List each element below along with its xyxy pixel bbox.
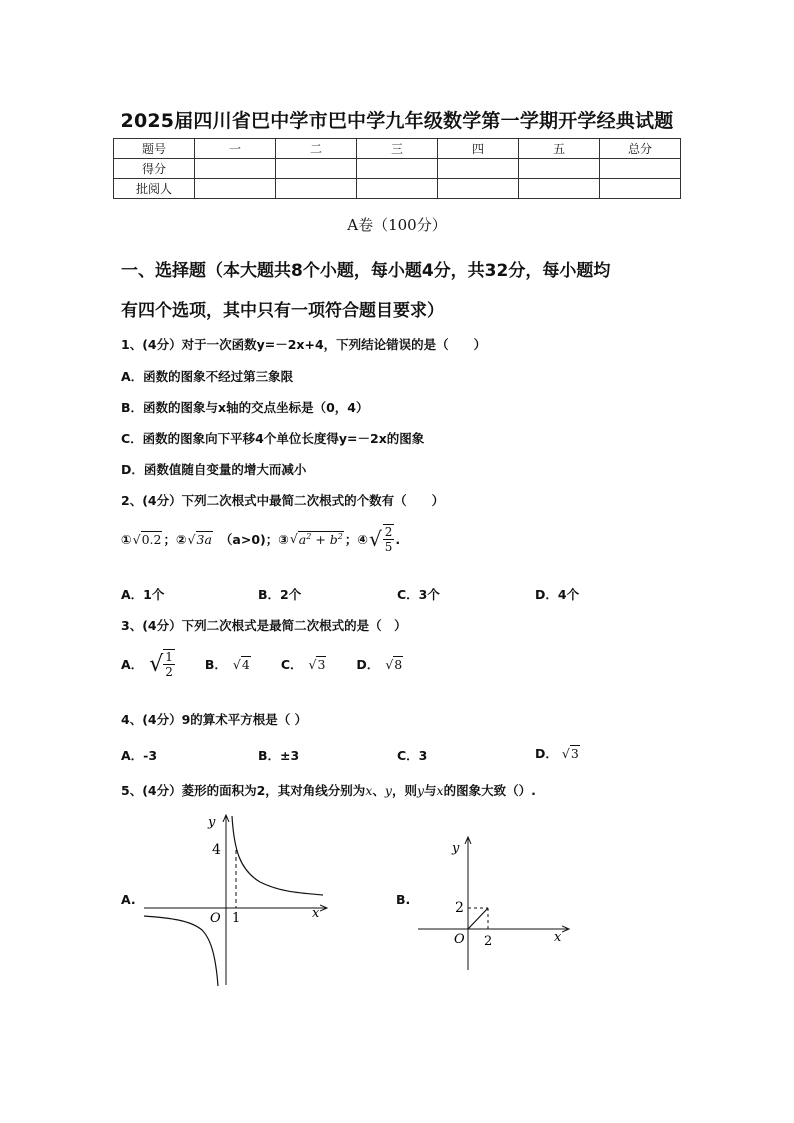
score-cell xyxy=(600,159,681,179)
y-axis-label: y xyxy=(452,841,460,856)
hyperbola-branch-2 xyxy=(144,916,218,986)
q5-graph-a xyxy=(140,810,340,990)
q2-option-d: D．4个 xyxy=(535,587,580,602)
var-x: x xyxy=(365,783,373,798)
x-axis-label: x xyxy=(554,930,562,945)
table-header-cell: 五 xyxy=(519,139,600,159)
q3-stem: 3、(4分）下列二次根式是最简二次根式的是（ ） xyxy=(121,618,407,633)
reviewer-cell xyxy=(195,179,276,199)
q5-option-b-label: B. xyxy=(396,892,411,907)
table-header-cell: 一 xyxy=(195,139,276,159)
q3-option-c-radical: √3 xyxy=(308,656,326,672)
q4-option-a: A．-3 xyxy=(121,748,158,763)
var-x: x xyxy=(436,783,444,798)
radical-2: √3a xyxy=(187,531,212,547)
q3-label-c: C． xyxy=(280,657,303,672)
q4-option-d xyxy=(535,744,580,762)
score-table xyxy=(113,138,681,199)
reviewer-cell xyxy=(276,179,357,199)
numerator: 1 xyxy=(165,650,173,664)
y-mark-label: 2 xyxy=(455,900,464,916)
q1-option-a: A．函数的图象不经过第三象限 xyxy=(121,369,294,384)
denominator: 2 xyxy=(165,665,173,679)
x-mark-label: 2 xyxy=(484,934,493,949)
radical-1: √0.2 xyxy=(132,531,162,547)
q4-label-d: D． xyxy=(535,746,558,761)
table-header-cell: 三 xyxy=(357,139,438,159)
circle-1: ① xyxy=(121,531,132,547)
table-header-cell: 题号 xyxy=(114,139,195,159)
q4-stem: 4、(4分）9的算术平方根是（ ） xyxy=(121,712,308,727)
condition: （a>0)；③ xyxy=(219,532,289,547)
q4-option-b: B．±3 xyxy=(258,748,300,763)
separator: 、 xyxy=(372,783,385,798)
reviewer-cell xyxy=(357,179,438,199)
var-y: y xyxy=(384,783,392,798)
q2-expression xyxy=(121,524,400,554)
radical-icon: √ xyxy=(149,651,164,677)
separator: ；② xyxy=(163,532,187,547)
table-header-cell: 二 xyxy=(276,139,357,159)
reviewer-cell xyxy=(519,179,600,199)
radicand xyxy=(298,531,344,547)
radicand: 8 xyxy=(394,656,403,672)
q1-option-b: B．函数的图象与x轴的交点坐标是（0，4） xyxy=(121,400,369,415)
reviewer-row xyxy=(114,179,681,199)
exponent: 2 xyxy=(337,531,343,541)
radicand: 3 xyxy=(317,656,326,672)
exponent: 2 xyxy=(306,531,312,541)
part1-heading-line2: 有四个选项，其中只有一项符合题目要求） xyxy=(121,301,444,321)
separator: ；④ xyxy=(344,532,368,547)
reviewer-cell xyxy=(600,179,681,199)
var-a: a xyxy=(298,531,307,547)
score-row xyxy=(114,159,681,179)
denominator: 5 xyxy=(384,540,393,554)
origin-label: O xyxy=(210,911,221,926)
origin-label: O xyxy=(454,932,465,947)
q4-option-c: C．3 xyxy=(397,748,428,763)
part1-heading-line1: 一、选择题（本大题共8个小题，每小题4分，共32分，每小题均 xyxy=(121,261,611,281)
radical-4: √ xyxy=(368,527,382,551)
y-mark-label: 4 xyxy=(212,842,221,858)
x-mark-label: 1 xyxy=(232,911,241,926)
score-cell xyxy=(195,159,276,179)
radicand: 3a xyxy=(196,531,212,547)
q3-option-a-fraction xyxy=(163,649,175,679)
score-cell xyxy=(276,159,357,179)
q3-label-b: B． xyxy=(204,657,227,672)
q5-stem-text: 5、(4分）菱形的面积为2，其对角线分别为 xyxy=(121,783,366,798)
radical-3: $√a^2 + b^2$ xyxy=(289,531,343,547)
row-label: 批阅人 xyxy=(114,179,195,199)
reviewer-cell xyxy=(438,179,519,199)
q3-options xyxy=(121,649,403,679)
q2-option-a: A．1个 xyxy=(121,587,165,602)
q3-label-d: D． xyxy=(356,657,380,672)
q1-option-c: C．函数的图象向下平移4个单位长度得y=－2x的图象 xyxy=(121,431,425,446)
exam-title: 2025届四川省巴中学市巴中学九年级数学第一学期开学经典试题 xyxy=(120,110,674,132)
score-cell xyxy=(438,159,519,179)
table-header-cell: 四 xyxy=(438,139,519,159)
q5-graph-b xyxy=(410,830,580,975)
q3-label-a: A． xyxy=(121,657,144,672)
q4-option-d-radical: √3 xyxy=(561,745,579,761)
y-axis-label: y xyxy=(208,815,216,830)
score-table-header-row xyxy=(114,139,681,159)
q5-stem-text: 的图象大致（）. xyxy=(443,783,536,798)
q3-option-b-radical: √4 xyxy=(232,656,250,672)
q1-option-d: D．函数值随自变量的增大而减小 xyxy=(121,462,307,477)
radicand: 4 xyxy=(241,656,250,672)
q2-option-c: C．3个 xyxy=(397,587,440,602)
q5-stem-text: 与 xyxy=(424,783,437,798)
q3-option-d-radical: √8 xyxy=(385,656,403,672)
x-axis-label: x xyxy=(312,906,320,921)
row-label: 得分 xyxy=(114,159,195,179)
table-header-cell: 总分 xyxy=(600,139,681,159)
var-y: y xyxy=(416,783,425,798)
radicand: 3 xyxy=(570,745,579,761)
q2-option-b: B．2个 xyxy=(258,587,302,602)
q1-stem: 1、(4分）对于一次函数y=－2x+4，下列结论错误的是（ ） xyxy=(121,337,487,352)
numerator: 2 xyxy=(384,525,393,539)
q5-option-a-label: A. xyxy=(121,892,136,907)
var-b: + b xyxy=(311,531,338,547)
line-segment xyxy=(468,908,488,929)
q2-stem: 2、(4分）下列二次根式中最简二次根式的个数有（ ） xyxy=(121,493,445,508)
score-cell xyxy=(357,159,438,179)
hyperbola-branch-1 xyxy=(232,816,323,895)
score-cell xyxy=(519,159,600,179)
fraction xyxy=(383,524,395,554)
q5-stem xyxy=(121,781,536,799)
q5-stem-text: ，则 xyxy=(391,783,417,798)
period: . xyxy=(395,531,401,547)
radicand: 0.2 xyxy=(141,531,162,547)
section-a-heading: A卷（100分） xyxy=(347,216,447,234)
